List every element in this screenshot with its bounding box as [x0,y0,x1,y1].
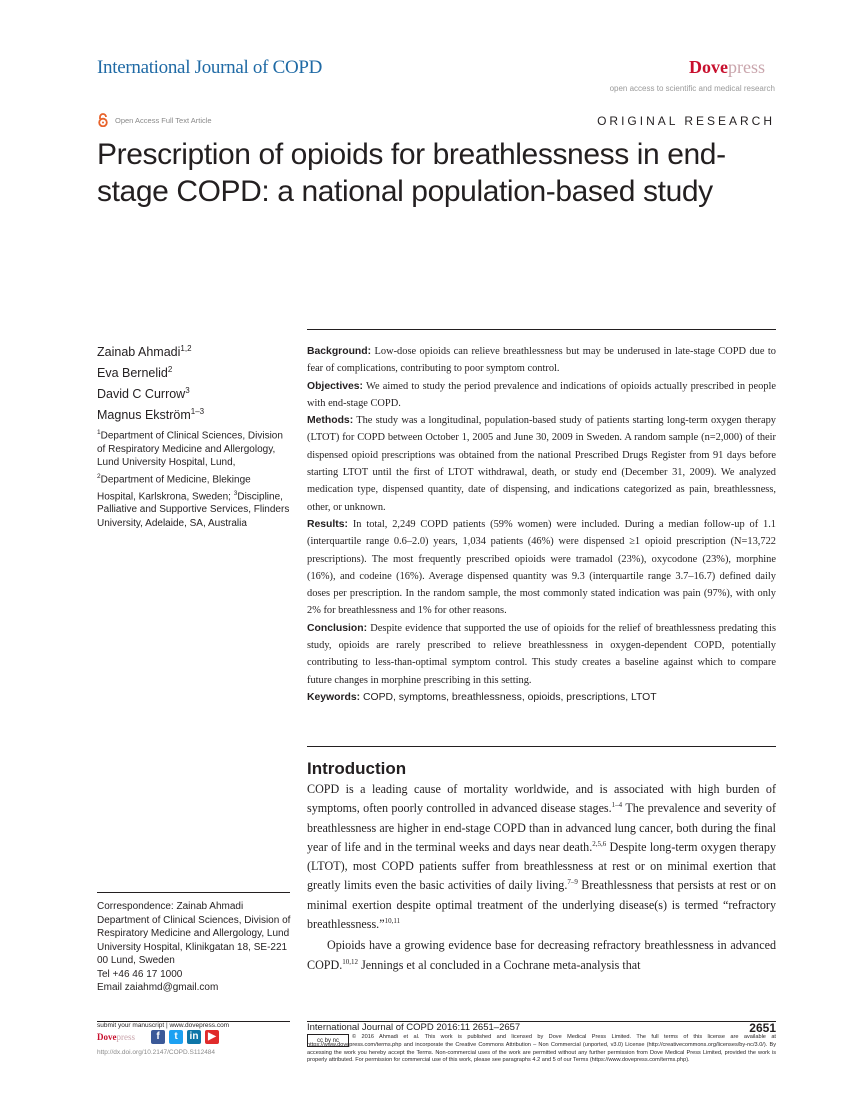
abstract [307,343,776,706]
license-text: © 2016 Ahmadi et al. This work is published and licensed by Dove Medical Press Limited. The full terms of this license are available at https://www.dovepress.com/terms.php and incorporate the Creative Commons Attribution – Non Commercial (unported, v3.0) License (http://creativecommons.org/licenses/by-nc/3.0/). By accessing the work you hereby accept the Terms. Non-commercial uses of the work are permitted without any further permission from Dove Medical Press Limited, provided the work is properly attributed. For permission for commercial use of this work, please see paragraphs 4.2 and 5 of our Terms (https://www.dovepress.com/terms.php). [307,1034,776,1064]
author: Zainab Ahmadi$^{1,2}$ [97,344,192,360]
open-access-badge [97,113,212,127]
correspondence-rule [97,892,290,893]
article-type: ORIGINAL RESEARCH [597,114,775,128]
correspondence-email[interactable]: Email zaiahmd@gmail.com [97,982,219,993]
page-number: 2651 [749,1021,776,1035]
author-list [97,340,204,425]
abstract-bottom-rule [307,746,776,747]
author: Magnus Ekström$^{1-3}$ [97,407,205,423]
logo-dove: Dove [689,57,728,77]
abstract-results: Results: In total, 2,249 COPD patients (59% women) were included. During a median follow-up of 1.1 (interquartile range 0.6–2.0) years, 1,034 patients (46%) were dispensed ≥1 opioid prescription (N=13,722 prescriptions). The most frequently prescribed opioids were tramadol (23%), oxycodone (23%), morphine (16%), and codeine (16%). Average dispensed quantity was 9.3 (interquartile range 3.7–16.7) defined daily doses per prescription. In the random sample, the most commonly stated indication was pain (97%), with only 2% for breathlessness and 1% for other reasons. [307,518,776,617]
abstract-top-rule [307,329,776,330]
youtube-icon[interactable]: ▶ [205,1030,219,1044]
journal-citation: International Journal of COPD 2016:11 2651–2657 [307,1022,521,1033]
open-access-icon [97,113,109,127]
abstract-conclusion: Conclusion: Despite evidence that supported the use of opioids for the relief of breathlessness predating this study, opioids are rarely prescribed to relieve breathlessness in oxygen-dependent COPD, potentially contributing to less-than-optimal symptom control. This study creates a baseline against which to compare future changes in morphine prescribing in this setting. [307,622,776,686]
paragraph: COPD is a leading cause of mortality worldwide, and is associated with high burden of symptoms, often poorly controlled in advanced disease stages.$^{1-4}$ The prevalence and severity of breathlessness are higher in end-stage COPD than in advanced lung cancer, both during the final year of life and in the terminal weeks and days near death.$^{2,5,6}$ Despite long-term oxygen therapy (LTOT), most COPD patients suffer from breathlessness at rest or on minimal exertion that greatly limits even the basic activities of daily living.$^{7-9}$ Breathlessness that persists at rest or on minimal exertion despite optimal treatment of the underlying disease(s) is termed “refractory breathlessness.”$^{10,11}$ [307,782,777,932]
paragraph: Opioids have a growing evidence base for decreasing refractory breathlessness in advanced COPD.$^{10,12}$ Jennings et al concluded in a Cochrane meta-analysis that [307,938,776,972]
abstract-methods: Methods: The study was a longitudinal, population-based study of patients starting long-term oxygen therapy (LTOT) for COPD between October 1, 2005 and June 30, 2009 in Sweden. A random sample (n=2,000) of their dispensed opioid prescriptions was obtained from the national Prescribed Drugs Register from 91 days before starting LTOT until the first of LTOT withdrawal, death, or study end (December 31, 2009). We analyzed medication type, dispensed quantity, date of dispensing, and indications categorized as pain, breathlessness, other, or unknown. [307,415,776,513]
journal-name[interactable]: International Journal of COPD [97,57,323,78]
abstract-objectives: Objectives: We aimed to study the period prevalence and indications of opioids actually prescribed in people with end-stage COPD. [307,380,776,409]
footer-dovepress-logo[interactable]: Dovepress [97,1032,135,1042]
correspondence: Correspondence: Zainab Ahmadi Department of Clinical Sciences, Division of Respiratory Medicine and Allergology, Lund University Hospital, Klinikgatan 18, SE-221 00 Lund, Sweden Tel +46 46 17 1000 Email zaiahmd@gmail.com [97,901,291,993]
dovepress-logo[interactable] [689,57,765,78]
open-access-label: Open Access Full Text Article [115,115,212,125]
submit-manuscript-link[interactable]: submit your manuscript | www.dovepress.com [97,1022,230,1029]
linkedin-icon[interactable]: in [187,1030,201,1044]
abstract-background: Background: Low-dose opioids can relieve breathlessness but may be underused in late-stage COPD due to fear of complications, contributing to poor symptom control. [307,346,776,375]
twitter-icon[interactable]: t [169,1030,183,1044]
section-heading: Introduction [307,759,407,778]
footer-logo-row [97,1030,223,1044]
article-title: Prescription of opioids for breathlessness in end-stage COPD: a national population-based study [97,138,726,208]
abstract-keywords: Keywords: COPD, symptoms, breathlessness, opioids, prescriptions, LTOT [307,691,657,703]
publisher-tagline: open access to scientific and medical research [609,84,775,93]
author: David C Currow$^3$ [97,386,190,402]
logo-press: press [728,57,765,77]
author: Eva Bernelid$^2$ [97,365,173,381]
doi-link[interactable]: http://dx.doi.org/10.2147/COPD.S112484 [97,1049,216,1056]
creative-commons-badge[interactable]: cc by nc [307,1034,349,1047]
facebook-icon[interactable]: f [151,1030,165,1044]
affiliations: $^1$Department of Clinical Sciences, Division of Respiratory Medicine and Allergology, Lund University Hospital, Lund, $^2$Department of Medicine, Blekinge Hospital, Karlskrona, Sweden; $^3$Discipline, Palliative and Supportive Services, Flinders University, Adelaide, SA, Australia [97,429,290,529]
introduction-body [307,780,776,975]
